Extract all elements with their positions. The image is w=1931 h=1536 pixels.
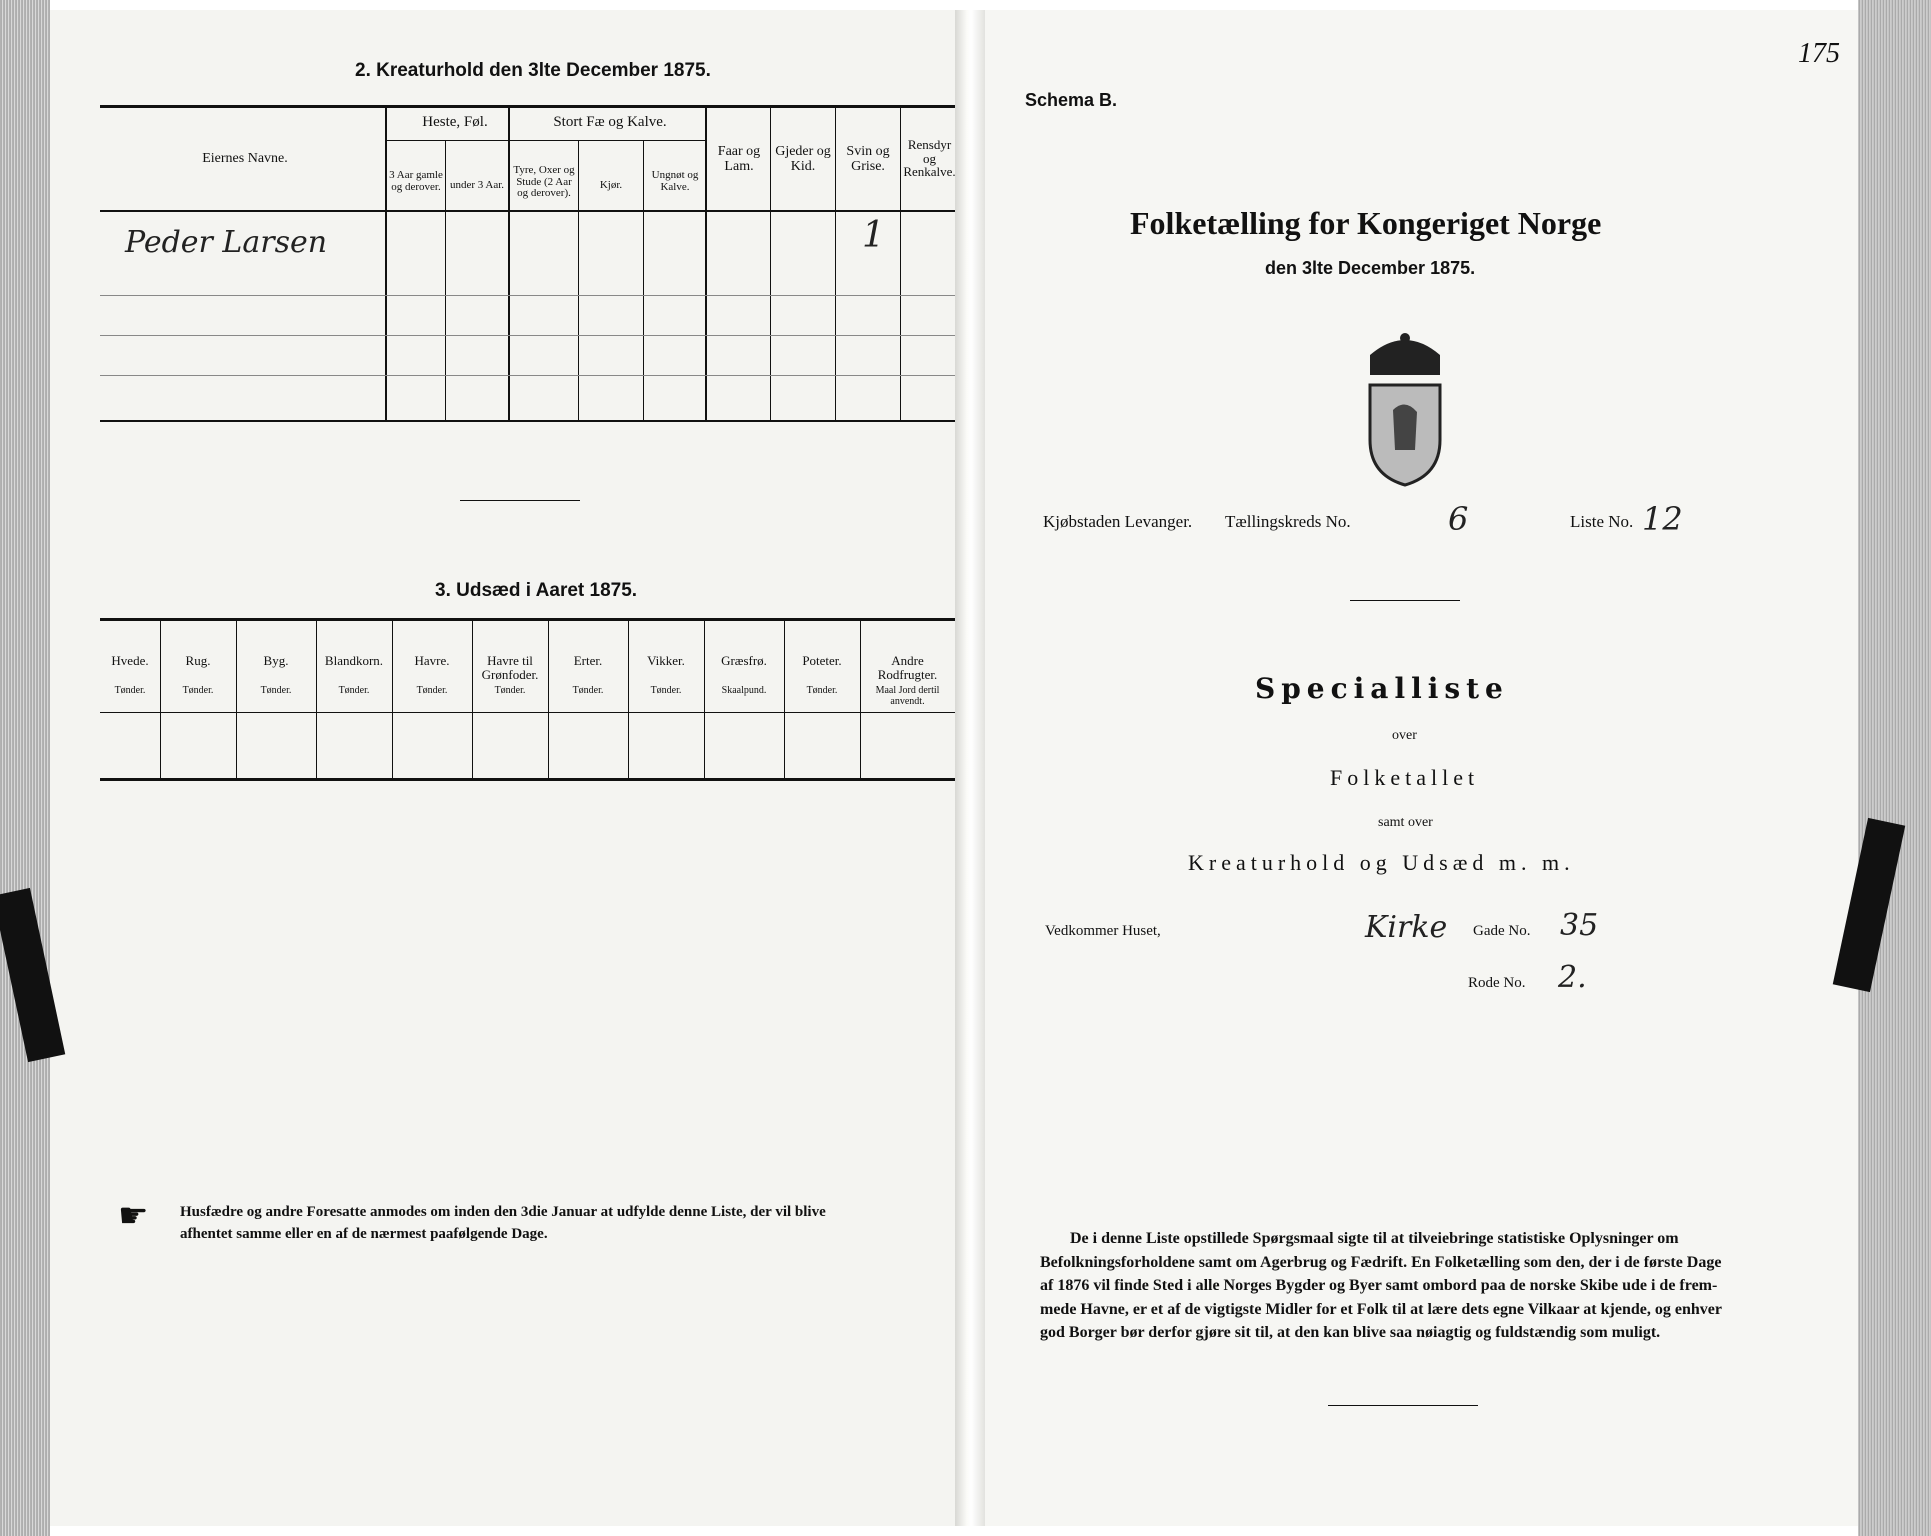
horse-a-header: 3 Aar gamle og derover. — [389, 169, 443, 193]
census-date-line: den 3lte December 1875. — [1265, 258, 1476, 278]
owner-name-entry: Peder Larsen — [125, 225, 328, 260]
sheep-header: Faar og Lam. — [717, 144, 761, 174]
table2-rule — [770, 105, 771, 420]
table3-col-10 — [784, 620, 861, 778]
table2-row-rule — [100, 375, 955, 376]
pigs-count-entry: 1 — [862, 215, 885, 256]
explanatory-paragraph — [1040, 1227, 1820, 1345]
table3-col-name: Erter. — [573, 653, 603, 668]
list-value: 12 — [1642, 500, 1683, 538]
divider-short — [1350, 600, 1460, 601]
table3-col-unit: Maal Jord dertil anvendt. — [875, 685, 940, 707]
horse-group-header: Heste, Føl. — [422, 114, 488, 130]
table3-col-unit: Tønder. — [494, 685, 526, 696]
table3-col-5 — [392, 620, 473, 778]
table2-subrule — [385, 140, 705, 141]
table3-col-name: Hvede. — [111, 653, 149, 668]
table3-col-name: Blandkorn. — [324, 653, 384, 668]
cattle-b-header: Kjør. — [599, 179, 623, 191]
cattle-group-header: Stort Fæ og Kalve. — [553, 114, 667, 130]
table3-col-unit: Tønder. — [572, 685, 604, 696]
table2-rule — [835, 105, 836, 420]
table2-rule — [900, 105, 901, 420]
pointing-hand-icon: ☛ — [118, 1198, 149, 1235]
folketallet-label: Folketallet — [1330, 765, 1480, 790]
table3-col-9 — [704, 620, 785, 778]
district-value: 6 — [1448, 500, 1469, 538]
street-value: Kirke — [1365, 910, 1448, 945]
right-page-edge — [1858, 0, 1931, 1536]
table3-col-11 — [860, 620, 955, 778]
gade-label: Gade No. — [1473, 923, 1531, 939]
table3-col-unit: Tønder. — [338, 685, 370, 696]
notice-line-1: Husfædre og andre Foresatte anmodes om inden den 3die Januar at udfylde denne Liste, der vil blive — [180, 1204, 826, 1220]
paragraph-line: Befolkningsforholdene samt om Agerbrug og Fædrift. En Folketælling som den, der i de første Dage — [1040, 1253, 1722, 1271]
table3-col-unit: Tønder. — [182, 685, 214, 696]
table3-col-name: Rug. — [185, 653, 211, 668]
table2-header-rule — [100, 210, 955, 212]
table3-col-7 — [548, 620, 629, 778]
table2-rule — [578, 140, 579, 420]
table2-rule — [445, 140, 446, 420]
table3-col-unit: Skaalpund. — [721, 685, 767, 696]
table3-col-unit: Tønder. — [806, 685, 838, 696]
list-label: Liste No. — [1570, 512, 1634, 531]
table3-col-6 — [472, 620, 549, 778]
table3-col-unit: Tønder. — [114, 685, 146, 696]
specialliste-title: Specialliste — [1255, 672, 1509, 705]
table2-row-rule — [100, 335, 955, 336]
district-label: Tællingskreds No. — [1225, 512, 1351, 531]
section2-title: 2. Kreaturhold den 3lte December 1875. — [355, 60, 711, 81]
table3 — [100, 620, 955, 778]
goats-header: Gjeder og Kid. — [775, 144, 831, 174]
divider-long — [1328, 1405, 1478, 1406]
table3-col-name: Havre til Grønfoder. — [481, 653, 539, 682]
table3-col-name: Poteter. — [802, 653, 842, 668]
divider-short — [460, 500, 580, 501]
table3-col-unit: Tønder. — [260, 685, 292, 696]
paragraph-line: god Borger bør derfor gjøre sit til, at den kan blive saa nøiagtig og fuldstændig som muligt. — [1040, 1324, 1661, 1341]
table3-col-8 — [628, 620, 705, 778]
samt-over-label: samt over — [1378, 815, 1433, 830]
cattle-c-header: Ungnøt og Kalve. — [651, 169, 699, 193]
table2-rule — [385, 105, 387, 420]
left-page-edge — [0, 0, 50, 1536]
notice-line-2: afhentet samme eller en af de nærmest paafølgende Dage. — [180, 1226, 548, 1242]
horse-b-header: under 3 Aar. — [449, 179, 505, 191]
table3-col-2 — [160, 620, 237, 778]
pigs-header: Svin og Grise. — [846, 144, 890, 174]
table3-col-name: Græsfrø. — [721, 653, 767, 668]
gade-value: 35 — [1560, 908, 1599, 943]
table2-rule — [705, 105, 707, 420]
over-label-1: over — [1392, 728, 1417, 743]
table3-col-name: Havre. — [414, 653, 450, 668]
rode-label: Rode No. — [1468, 975, 1526, 991]
reindeer-header: Rensdyr og Renkalve. — [903, 137, 956, 180]
rode-value: 2. — [1558, 960, 1587, 995]
kreaturhold-label: Kreaturhold og Udsæd m. m. — [1188, 850, 1575, 875]
table3-col-name: Vikker. — [647, 653, 685, 668]
table2-rule — [643, 140, 644, 420]
table3-col-1 — [100, 620, 161, 778]
table2-bottom-rule — [100, 420, 955, 422]
table3-col-3 — [236, 620, 317, 778]
paragraph-line: mede Havne, er et af de vigtigste Midler for et Folk til at lære dets egne Vilkaar at kjende, og enhver — [1040, 1300, 1722, 1318]
paragraph-line: De i denne Liste opstillede Spørgsmaal sigte til at tilveiebringe statistiske Oplysninger om — [1070, 1230, 1679, 1247]
town-label: Kjøbstaden Levanger. — [1043, 512, 1193, 531]
table3-col-name: Andre Rodfrugter. — [877, 653, 938, 682]
coat-of-arms-icon — [1345, 330, 1465, 490]
table2-rule — [508, 105, 510, 420]
owner-col-header: Eiernes Navne. — [202, 151, 288, 166]
page-number: 175 — [1798, 38, 1840, 69]
schema-label: Schema B. — [1025, 90, 1118, 110]
table3-bottom-rule — [100, 778, 955, 781]
table2-row-rule — [100, 295, 955, 296]
table3-col-unit: Tønder. — [416, 685, 448, 696]
book-gutter — [955, 10, 985, 1526]
table3-col-unit: Tønder. — [650, 685, 682, 696]
census-main-title: Folketælling for Kongeriget Norge — [1130, 205, 1602, 241]
section3-title: 3. Udsæd i Aaret 1875. — [435, 580, 638, 601]
table3-header-rule — [100, 712, 955, 713]
table3-col-name: Byg. — [263, 653, 289, 668]
table3-col-4 — [316, 620, 393, 778]
table2-top-rule — [100, 105, 955, 108]
paragraph-line: af 1876 vil finde Sted i alle Norges Bygder og Byer samt ombord paa de norske Skibe ude i de frem- — [1040, 1277, 1718, 1294]
house-label: Vedkommer Huset, — [1045, 923, 1161, 939]
cattle-a-header: Tyre, Oxer og Stude (2 Aar og derover). — [513, 164, 575, 200]
